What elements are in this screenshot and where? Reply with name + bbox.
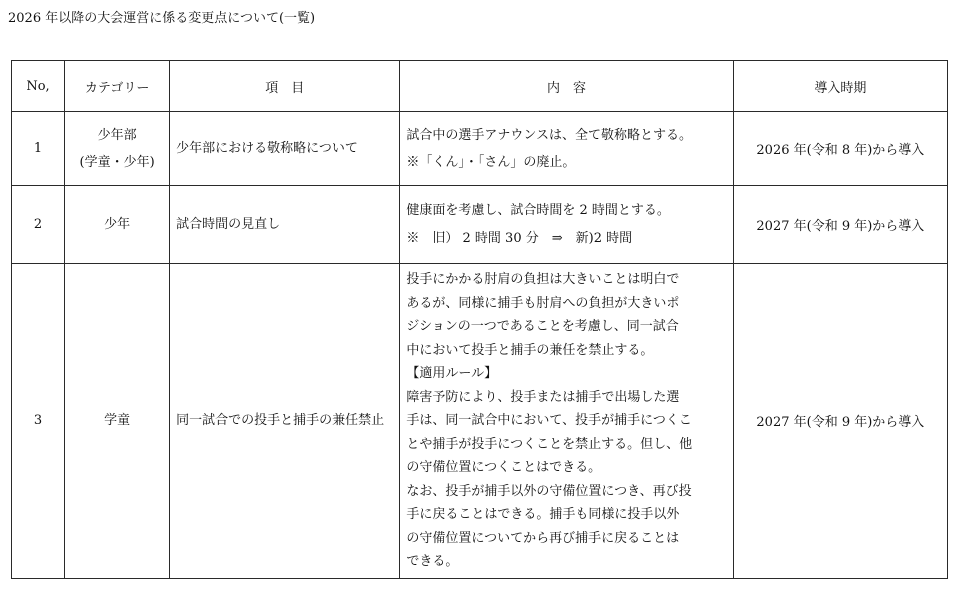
document-title: 2026 年以降の大会運営に係る変更点について(一覧) (8, 11, 316, 26)
content-line: とや捕手が投手につくことを禁止する。但し、他 (406, 436, 693, 452)
table-row (12, 186, 948, 264)
row-content (400, 186, 733, 264)
content-line: 手に戻ることはできる。捕手も同様に投手以外 (406, 507, 680, 522)
changes-table (11, 60, 948, 579)
row-item: 少年部における敬称略について (170, 112, 400, 186)
content-line: ※ 旧） 2 時間 30 分 ⇒ 新)2 時間 (406, 230, 633, 246)
category-line: 学童 (104, 413, 131, 429)
row-content (400, 112, 733, 186)
row-no: 1 (12, 112, 65, 186)
header-content: 内 容 (400, 61, 733, 112)
content-line: の守備位置につくことはできる。 (406, 460, 602, 475)
row-date: 2026 年(令和 8 年)から導入 (733, 112, 947, 186)
category-line: 少年 (104, 217, 131, 232)
row-content (400, 264, 733, 579)
content-line: の守備位置についてから再び捕手に戻ることは (406, 530, 680, 546)
row-item: 同一試合での投手と捕手の兼任禁止 (170, 264, 400, 579)
header-item: 項 目 (170, 61, 400, 112)
row-date: 2027 年(令和 9 年)から導入 (733, 186, 947, 264)
row-no: 2 (12, 186, 65, 264)
table-header-row (12, 61, 948, 112)
row-category (65, 264, 170, 579)
header-no: No, (12, 61, 65, 112)
content-line: 投手にかかる肘肩の負担は大きいことは明白で (406, 272, 680, 287)
content-line: 障害予防により、投手または捕手で出場した選 (406, 389, 680, 405)
content-line: 試合中の選手アナウンスは、全て敬称略とする。 (406, 127, 693, 143)
content-line: 健康面を考慮し、試合時間を 2 時間とする。 (406, 202, 670, 218)
row-category (65, 186, 170, 264)
row-date: 2027 年(令和 9 年)から導入 (733, 264, 947, 579)
table-row (12, 264, 948, 579)
content-line: ジションの一つであることを考慮し、同一試合 (406, 319, 679, 334)
category-line: 少年部 (97, 127, 137, 143)
header-date: 導入時期 (733, 61, 947, 112)
header-category: カテゴリー (65, 61, 170, 112)
content-line: できる。 (406, 554, 459, 569)
category-line: (学童・少年) (79, 154, 155, 170)
content-line: 【適用ルール】 (406, 366, 498, 381)
row-category (65, 112, 170, 186)
content-line: あるが、同様に捕手も肘肩への負担が大きいポ (406, 295, 680, 311)
table-row (12, 112, 948, 186)
content-line: 中において投手と捕手の兼任を禁止する。 (406, 342, 654, 358)
content-line: 手は、同一試合中において、投手が捕手につくこ (406, 413, 692, 428)
content-line: ※「くん」・「さん」の廃止。 (406, 154, 576, 170)
row-item: 試合時間の見直し (170, 186, 400, 264)
content-line: なお、投手が捕手以外の守備位置につき、再び投 (406, 483, 692, 499)
row-no: 3 (12, 264, 65, 579)
